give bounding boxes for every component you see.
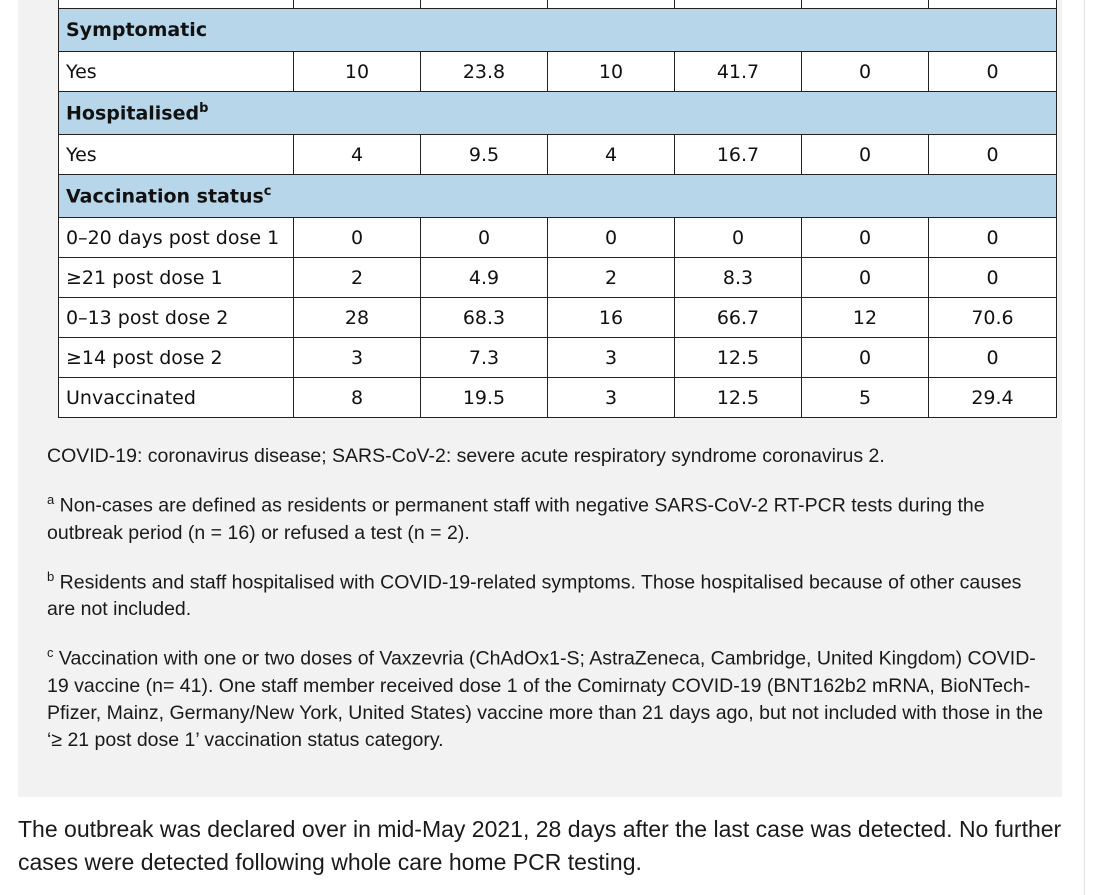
table-row bbox=[59, 258, 1057, 298]
footnote-a-text: Non-cases are defined as residents or permanent staff with negative SARS-CoV-2 RT-PCR tests during the outbreak period (n = 16) or refused a test (n = 2). bbox=[47, 494, 985, 544]
row-label: 0–20 days post dose 1 bbox=[59, 218, 294, 258]
table-row bbox=[59, 218, 1057, 258]
table-cell: 3 bbox=[548, 338, 675, 378]
table-row bbox=[59, 52, 1057, 92]
table-row bbox=[59, 338, 1057, 378]
table-cell: 12 bbox=[802, 298, 929, 338]
table-row-top-cutoff bbox=[59, 0, 1057, 9]
table-cell: 0 bbox=[802, 258, 929, 298]
table-cell bbox=[294, 0, 421, 9]
table-cell: 16 bbox=[548, 298, 675, 338]
table-cell: 19.5 bbox=[421, 378, 548, 418]
table-cell: 7.3 bbox=[421, 338, 548, 378]
section-title-text: Hospitalised bbox=[66, 102, 200, 125]
table-cell: 0 bbox=[929, 135, 1057, 175]
table-cell: 23.8 bbox=[421, 52, 548, 92]
footnote-b-mark: b bbox=[47, 568, 55, 584]
table-panel bbox=[18, 0, 1062, 797]
section-title-text: Symptomatic bbox=[66, 19, 208, 41]
table-cell: 4 bbox=[294, 135, 421, 175]
table-cell: 70.6 bbox=[929, 298, 1057, 338]
table-cell: 5 bbox=[802, 378, 929, 418]
table-cell: 0 bbox=[675, 218, 802, 258]
table-cell: 4 bbox=[548, 135, 675, 175]
section-title bbox=[59, 92, 1057, 135]
table-cell: 0 bbox=[548, 218, 675, 258]
table-cell: 8.3 bbox=[675, 258, 802, 298]
table-cell: 0 bbox=[929, 52, 1057, 92]
table-cell: 9.5 bbox=[421, 135, 548, 175]
row-label: 0–13 post dose 2 bbox=[59, 298, 294, 338]
footnote-a-mark: a bbox=[47, 492, 55, 507]
table-cell bbox=[548, 0, 675, 9]
table-cell: 0 bbox=[294, 218, 421, 258]
table-cell: 3 bbox=[548, 378, 675, 418]
table-cell bbox=[929, 0, 1057, 9]
section-header-row bbox=[59, 175, 1057, 218]
row-label: ≥14 post dose 2 bbox=[59, 338, 294, 378]
section-header-row bbox=[59, 9, 1057, 52]
right-border bbox=[1084, 0, 1085, 895]
table-row bbox=[59, 378, 1057, 418]
table-cell: 0 bbox=[802, 338, 929, 378]
table-cell: 0 bbox=[929, 258, 1057, 298]
table-cell: 0 bbox=[802, 218, 929, 258]
row-label: Yes bbox=[59, 135, 294, 175]
table-cell: 0 bbox=[802, 52, 929, 92]
table-cell: 16.7 bbox=[675, 135, 802, 175]
table-cell: 41.7 bbox=[675, 52, 802, 92]
table-cell: 2 bbox=[294, 258, 421, 298]
footnote-a bbox=[47, 486, 1047, 547]
table-cell: 29.4 bbox=[929, 378, 1057, 418]
table-row bbox=[59, 135, 1057, 175]
row-label: ≥21 post dose 1 bbox=[59, 258, 294, 298]
section-footnote-mark: b bbox=[199, 101, 209, 117]
body-paragraph: The outbreak was declared over in mid-May 2021, 28 days after the last case was detected. No further cases were detected following whole care home PCR testing. bbox=[18, 816, 1062, 875]
footnote-abbreviations: COVID-19: coronavirus disease; SARS-CoV-2: severe acute respiratory syndrome coronavirus 2. bbox=[47, 445, 885, 467]
table-cell: 0 bbox=[929, 218, 1057, 258]
table-cell: 66.7 bbox=[675, 298, 802, 338]
table-cell: 0 bbox=[421, 218, 548, 258]
footnote-c bbox=[47, 639, 1047, 754]
table-body bbox=[59, 0, 1057, 418]
section-title bbox=[59, 9, 1057, 52]
table-cell bbox=[59, 0, 294, 9]
footnote-c-text: Vaccination with one or two doses of Vaxzevria (ChAdOx1-S; AstraZeneca, Cambridge, United Kingdom) COVID-19 vaccine (n= 41). One staff member received dose 1 of the Comirnaty COVID-19 (BNT162b2 mRNA, BioNTech-Pfizer, Mainz, Germany/New York, United States) vaccine more than 21 days ago, but not included with those in the ‘≥ 21 post dose 1’ vaccination status category. bbox=[47, 647, 1044, 751]
table-cell: 12.5 bbox=[675, 338, 802, 378]
table-cell: 12.5 bbox=[675, 378, 802, 418]
footnote-b-text: Residents and staff hospitalised with COVID-19-related symptoms. Those hospitalised because of other causes are not included. bbox=[47, 571, 1022, 620]
section-title bbox=[59, 175, 1057, 218]
table-cell: 10 bbox=[294, 52, 421, 92]
table-cell: 0 bbox=[802, 135, 929, 175]
table-cell: 2 bbox=[548, 258, 675, 298]
section-header-row bbox=[59, 92, 1057, 135]
data-table bbox=[58, 0, 1057, 418]
footnote-c-mark: c bbox=[47, 645, 54, 660]
table-cell bbox=[421, 0, 548, 9]
table-cell: 68.3 bbox=[421, 298, 548, 338]
table-footnotes bbox=[47, 443, 1047, 770]
table-cell: 0 bbox=[929, 338, 1057, 378]
section-footnote-mark: c bbox=[263, 184, 272, 200]
table-cell: 4.9 bbox=[421, 258, 548, 298]
table-cell: 28 bbox=[294, 298, 421, 338]
section-title-text: Vaccination status bbox=[66, 185, 264, 208]
table-cell: 10 bbox=[548, 52, 675, 92]
table-row bbox=[59, 298, 1057, 338]
table-cell: 8 bbox=[294, 378, 421, 418]
footnote-b bbox=[47, 563, 1047, 624]
row-label: Unvaccinated bbox=[59, 378, 294, 418]
table-cell bbox=[802, 0, 929, 9]
table-cell bbox=[675, 0, 802, 9]
row-label: Yes bbox=[59, 52, 294, 92]
table-cell: 3 bbox=[294, 338, 421, 378]
